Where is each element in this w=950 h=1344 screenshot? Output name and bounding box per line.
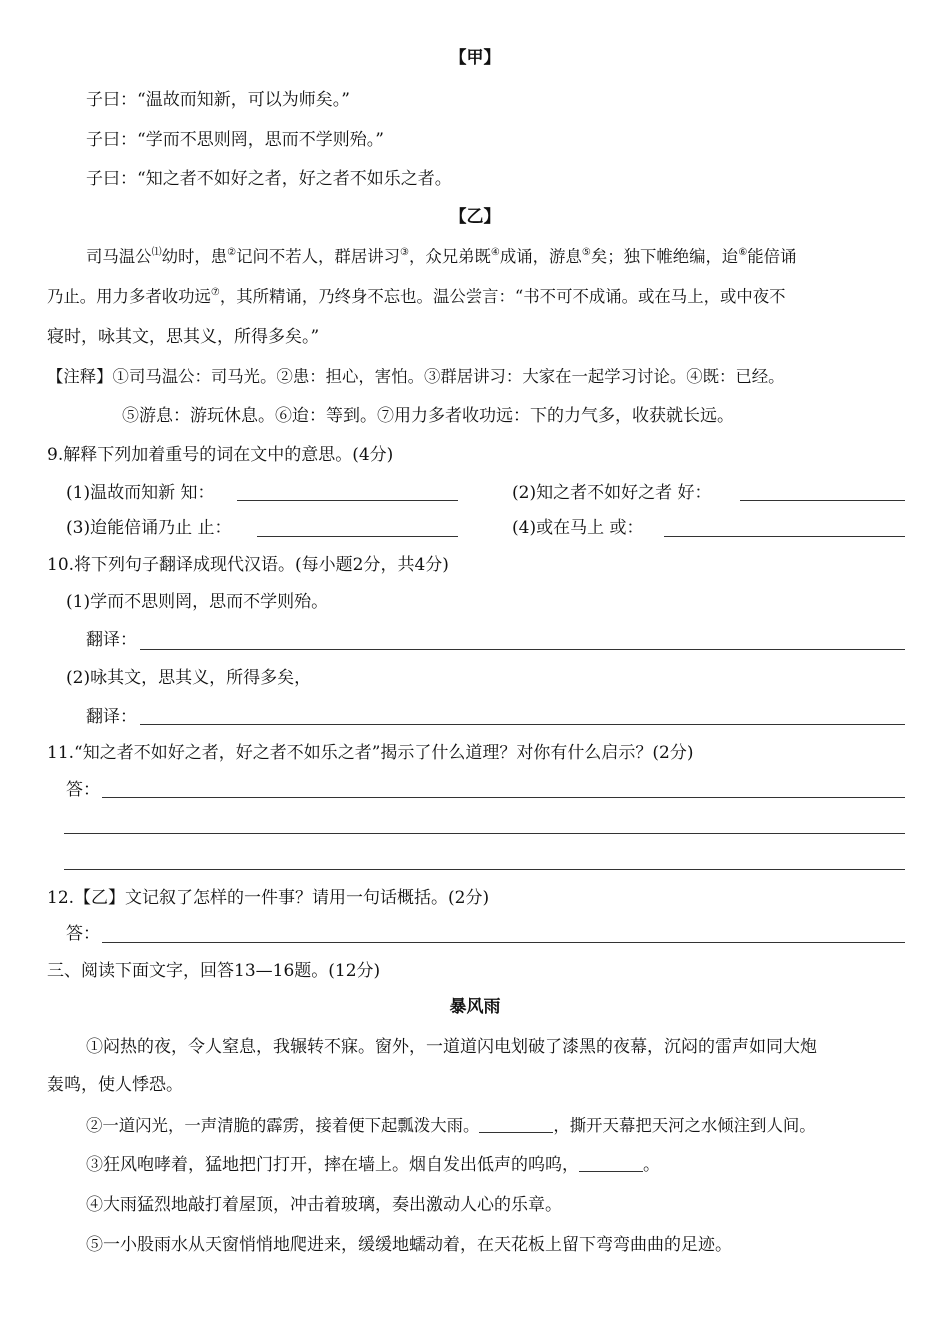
- blank-2[interactable]: [579, 1155, 643, 1172]
- q12-answer-label: 答：: [66, 924, 100, 944]
- notes-line-2: ⑤游息：游玩休息。⑥迨：等到。⑦用力多者收功远：下的力气多，收获就长远。: [122, 406, 734, 426]
- q11-title: 11.“知之者不如好之者，好之者不如乐之者”揭示了什么道理？对你有什么启示？(2分): [47, 743, 694, 763]
- yi-line-3: 寝时，咏其文，思其义，所得多矣。”: [47, 327, 320, 347]
- yi-line-1: 司马温公⑴幼时，患②记问不若人，群居讲习③，众兄弟既④成诵，游息⑤矣；独下帷绝编，迨⑥能倍诵: [86, 247, 797, 266]
- q9-item-1: (1)温故而知新 知：: [66, 483, 215, 503]
- story-paragraph-5: ⑤一小股雨水从天窗悄悄地爬进来，缓缓地蠕动着，在天花板上留下弯弯曲曲的足迹。: [86, 1235, 732, 1255]
- q11-answer-line-3[interactable]: [64, 869, 905, 870]
- q9-answer-line-4[interactable]: [664, 536, 905, 537]
- yi-line-2: 乃止。用力多者收功远⑦，其所精诵，乃终身不忘也。温公尝言：“书不可不成诵。或在马上，或中夜不: [47, 287, 786, 306]
- q9-title: 9.解释下列加着重号的词在文中的意思。(4分): [47, 445, 394, 465]
- q10-sentence-1: (1)学而不思则罔，思而不学则殆。: [66, 592, 329, 612]
- story-paragraph-2: ②一道闪光，一声清脆的霹雳，接着便下起瓢泼大雨。 ，撕开天幕把天河之水倾注到人间。: [86, 1116, 816, 1135]
- q11-answer-line-2[interactable]: [64, 833, 905, 834]
- q10-translate-label-1: 翻译：: [86, 630, 137, 650]
- q9-item-4: (4)或在马上 或：: [512, 518, 644, 538]
- story-paragraph-3: ③狂风咆哮着，猛地把门打开，摔在墙上。烟自发出低声的呜呜， 。: [86, 1155, 660, 1175]
- q10-translate-label-2: 翻译：: [86, 707, 137, 727]
- q11-answer-label: 答：: [66, 780, 100, 800]
- notes-line-1: 【注释】①司马温公：司马光。②患：担心，害怕。③群居讲习：大家在一起学习讨论。④既：已经。: [47, 367, 785, 386]
- passage-yi-heading: 【乙】: [449, 207, 501, 227]
- q10-sentence-2: (2)咏其文，思其义，所得多矣，: [66, 668, 312, 688]
- q9-item-3: (3)迨能倍诵乃止 止：: [66, 518, 232, 538]
- q12-title: 12.【乙】文记叙了怎样的一件事？请用一句话概括。(2分): [47, 888, 490, 908]
- q12-answer-line[interactable]: [102, 942, 905, 943]
- q9-answer-line-3[interactable]: [257, 536, 458, 537]
- blank-1[interactable]: [479, 1116, 553, 1133]
- q10-title: 10.将下列句子翻译成现代汉语。(每小题2分，共4分): [47, 555, 449, 575]
- jia-line-1: 子曰：“温故而知新，可以为师矣。”: [86, 90, 350, 110]
- q11-answer-line-1[interactable]: [102, 797, 905, 798]
- q9-answer-line-1[interactable]: [237, 500, 458, 501]
- q10-answer-line-2[interactable]: [140, 724, 905, 725]
- story-paragraph-1a: ①闷热的夜，令人窒息，我辗转不寐。窗外，一道道闪电划破了漆黑的夜幕，沉闷的雷声如同大炮: [86, 1037, 817, 1057]
- story-paragraph-4: ④大雨猛烈地敲打着屋顶，冲击着玻璃，奏出激动人心的乐章。: [86, 1195, 562, 1215]
- passage-jia-heading: 【甲】: [449, 48, 501, 68]
- q9-answer-line-2[interactable]: [740, 500, 905, 501]
- jia-line-3: 子曰：“知之者不如好之者，好之者不如乐之者。: [86, 169, 452, 189]
- jia-line-2: 子曰：“学而不思则罔，思而不学则殆。”: [86, 130, 384, 150]
- section3-title: 三、阅读下面文字，回答13—16题。(12分): [47, 961, 381, 981]
- story-title: 暴风雨: [449, 997, 501, 1017]
- story-paragraph-1b: 轰鸣，使人悸恐。: [47, 1075, 183, 1095]
- q9-item-2: (2)知之者不如好之者 好：: [512, 483, 712, 503]
- q10-answer-line-1[interactable]: [140, 649, 905, 650]
